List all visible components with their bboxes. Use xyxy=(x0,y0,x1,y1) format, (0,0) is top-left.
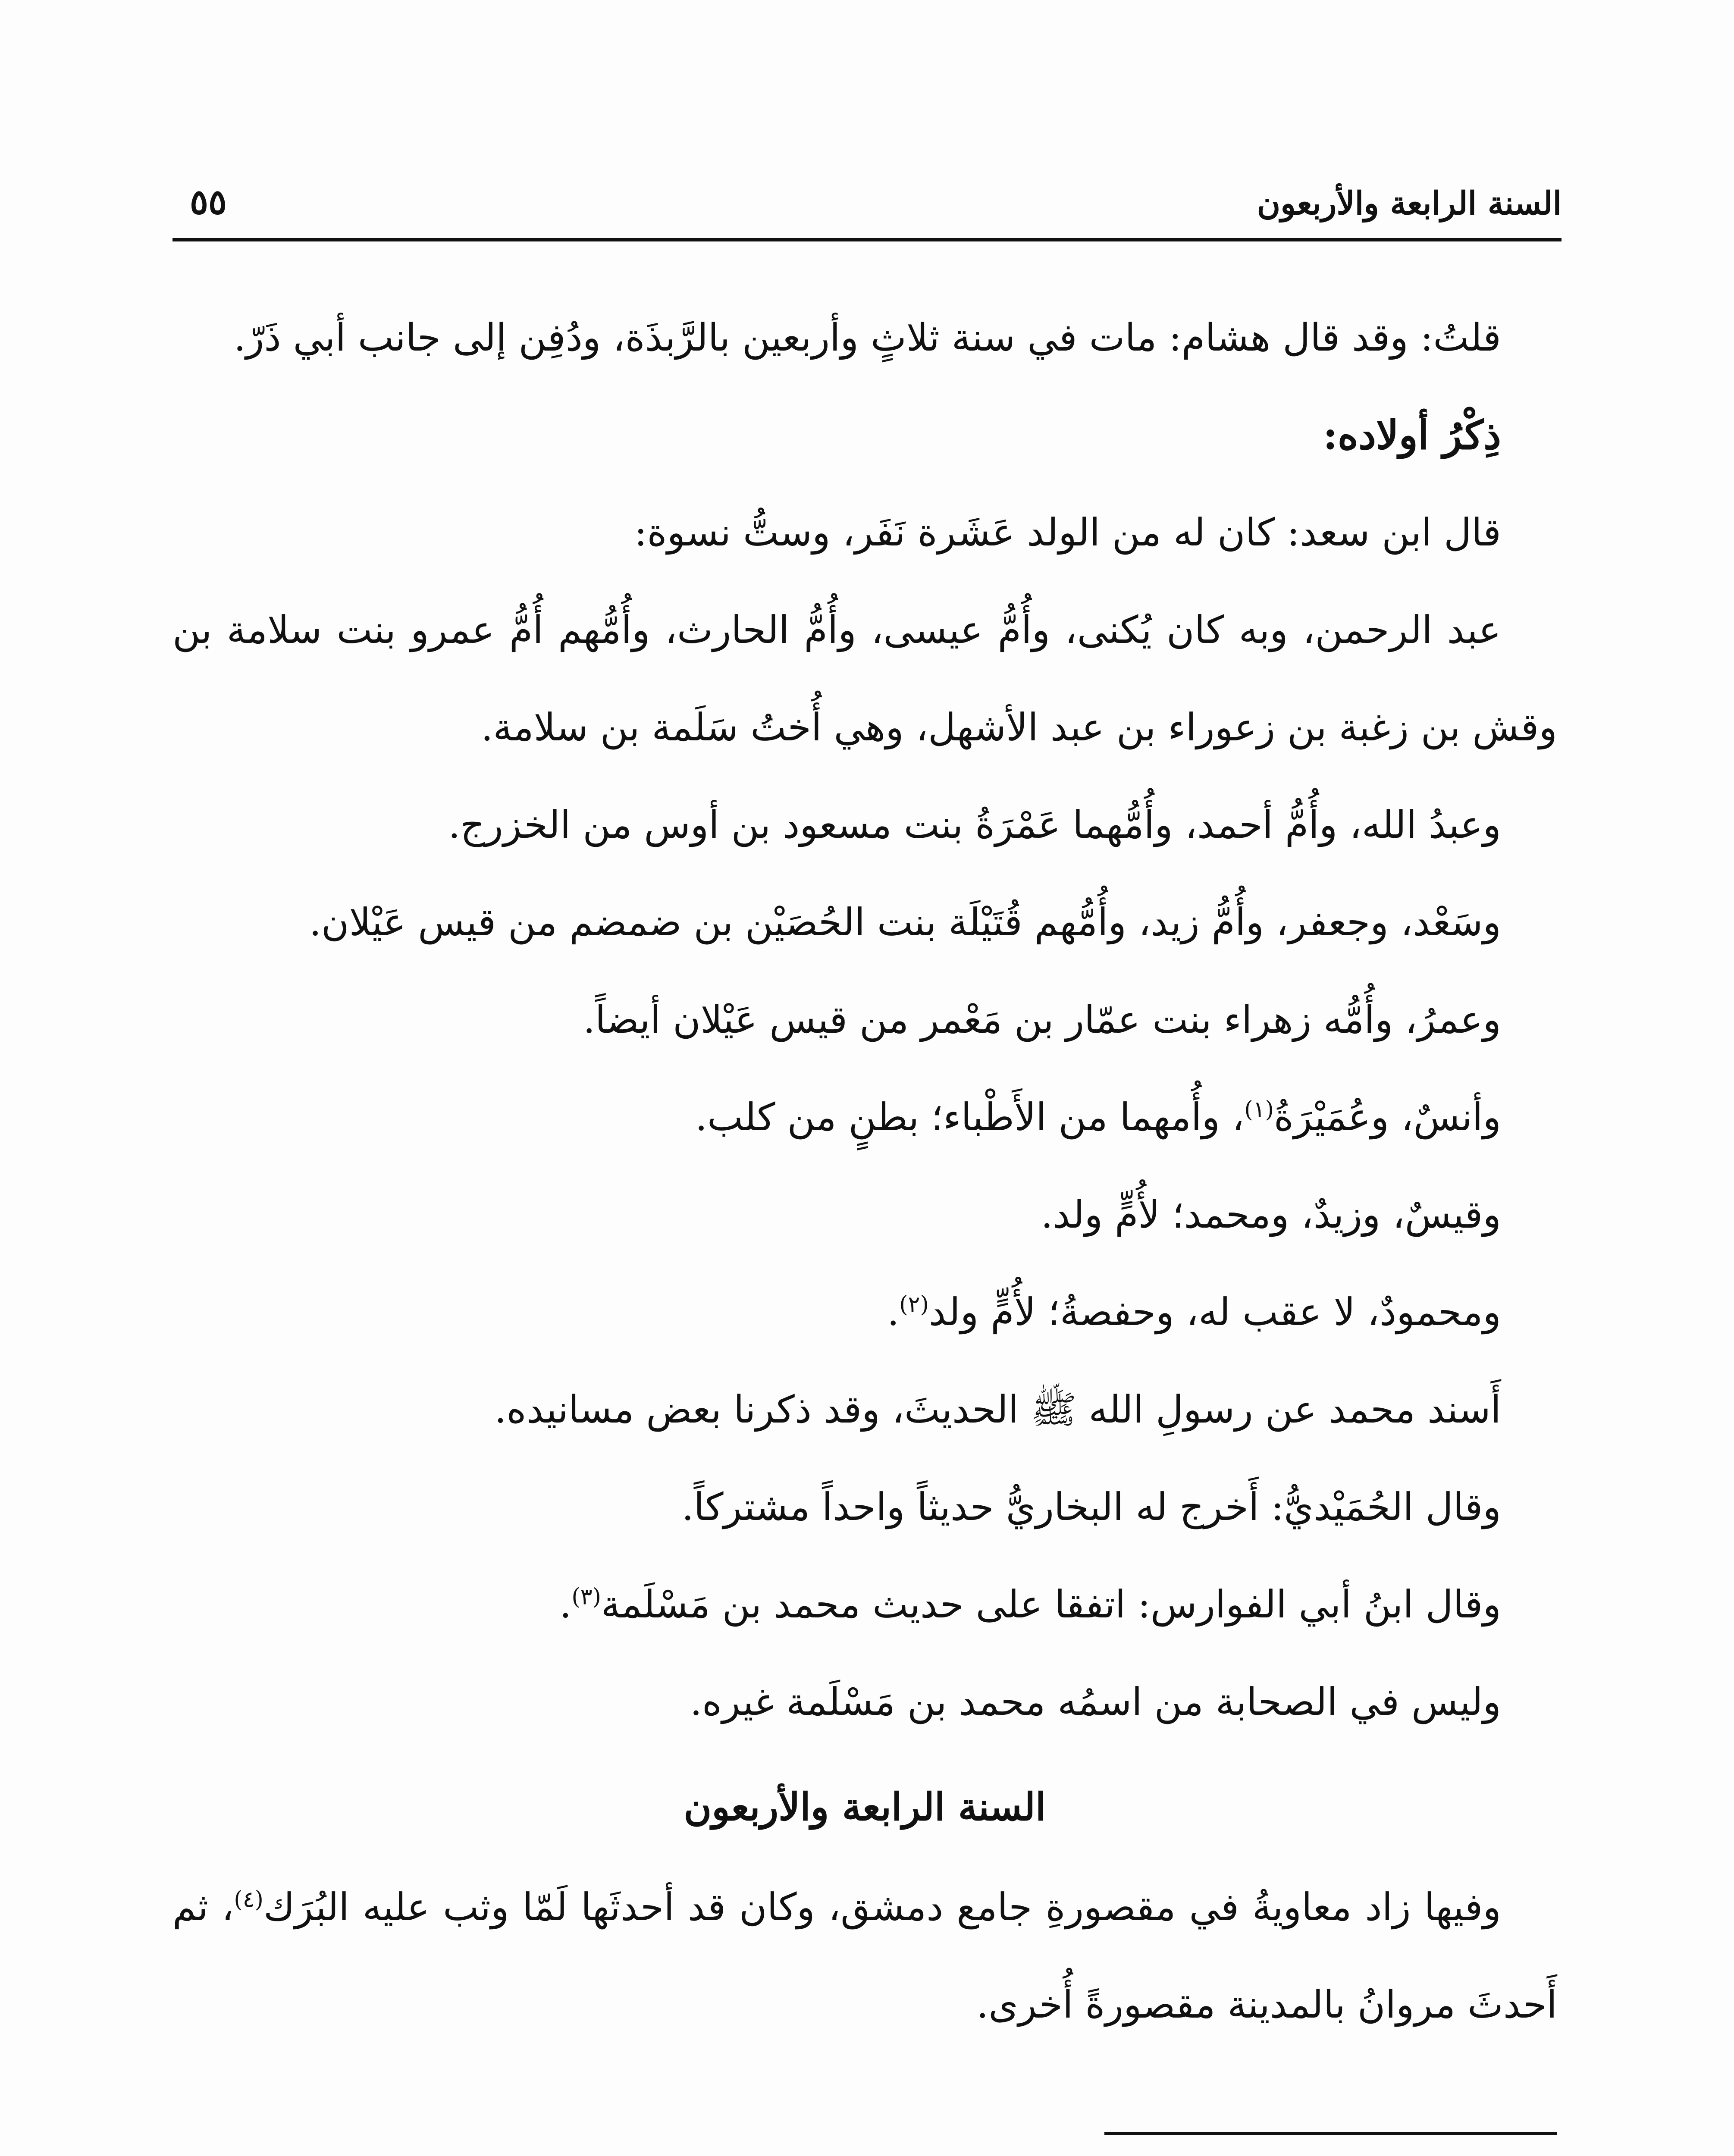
paragraph-text: ، ثم أَحدثَ مروانُ بالمدينة مقصورةً أُخرى. xyxy=(172,1885,1557,2027)
paragraph-text: وأنسٌ، وعُمَيْرَةُ xyxy=(1273,1095,1501,1139)
paragraph: وليس في الصحابة من اسمُه محمد بن مَسْلَمة غيره. xyxy=(690,1680,1501,1724)
footnote-marker: (٢) xyxy=(899,1291,929,1318)
year-heading: السنة الرابعة والأربعون xyxy=(684,1784,1046,1829)
section-heading: ذِكْرُ أولاده: xyxy=(1323,412,1501,458)
paragraph xyxy=(172,1556,1557,1653)
paragraph: وقيسٌ، وزيدٌ، ومحمد؛ لأُمٍّ ولد. xyxy=(1041,1192,1501,1237)
paragraph: أَسند محمد عن رسولِ الله ﷺ الحديثَ، وقد ذكرنا بعض مسانيده. xyxy=(494,1387,1501,1432)
paragraph: وعبدُ الله، وأُمُّ أحمد، وأُمُّهما عَمْرَةُ بنت مسعود بن أوس من الخزرج. xyxy=(448,802,1501,847)
main-text xyxy=(172,289,1557,2053)
paragraph-text: وفيها زاد معاويةُ في مقصورةِ جامع دمشق، وكان قد أحدثَها لَمّا وثب عليه البُرَك xyxy=(263,1885,1501,1929)
paragraph-text: ، وأُمهما من الأَطْباء؛ بطنٍ من كلب. xyxy=(695,1095,1245,1139)
header-rule xyxy=(172,238,1562,241)
footnote-marker: (٣) xyxy=(571,1584,601,1610)
paragraph-text: وقال ابنُ أبي الفوارس: اتفقا على حديث محمد بن مَسْلَمة xyxy=(601,1582,1501,1626)
footnote-marker: (١) xyxy=(1244,1097,1274,1123)
paragraph xyxy=(172,1858,1557,2053)
paragraph: وعمرُ، وأُمُّه زهراء بنت عمّار بن مَعْمر من قيس عَيْلان أيضاً. xyxy=(583,997,1501,1042)
paragraph: وسَعْد، وجعفر، وأُمُّ زيد، وأُمُّهم قُتَيْلَة بنت الحُصَيْن بن ضمضم من قيس عَيْلان. xyxy=(309,900,1501,944)
paragraph: وقال الحُمَيْديُّ: أَخرج له البخاريُّ حديثاً واحداً مشتركاً. xyxy=(681,1485,1501,1529)
footnote-marker: (٤) xyxy=(234,1887,263,1913)
paragraph-text: . xyxy=(887,1290,900,1334)
page-header xyxy=(172,155,1562,241)
paragraph: عبد الرحمن، وبه كان يُكنى، وأُمُّ عيسى، وأُمُّ الحارث، وأُمُّهم أُمُّ عمرو بنت سلامة بن وقش بن زغبة بن زعوراء بن عبد الأشهل، وهي أُختُ سَلَمة بن سلامة. xyxy=(172,608,1557,749)
paragraph: قال ابن سعد: كان له من الولد عَشَرة نَفَر، وستُّ نسوة: xyxy=(634,510,1501,555)
paragraph xyxy=(172,1263,1557,1361)
paragraph xyxy=(172,1069,1557,1166)
paragraph-text: . xyxy=(559,1582,572,1626)
running-title: السنة الرابعة والأربعون xyxy=(1257,185,1562,222)
footnote-rule xyxy=(1104,2132,1557,2135)
page-number: ٥٥ xyxy=(190,182,227,222)
paragraph: قلتُ: وقد قال هشام: مات في سنة ثلاثٍ وأربعين بالرَّبذَة، ودُفِن إلى جانب أبي ذَرّ. xyxy=(233,315,1501,360)
paragraph-text: ومحمودٌ، لا عقب له، وحفصةُ؛ لأُمٍّ ولد xyxy=(928,1290,1501,1334)
